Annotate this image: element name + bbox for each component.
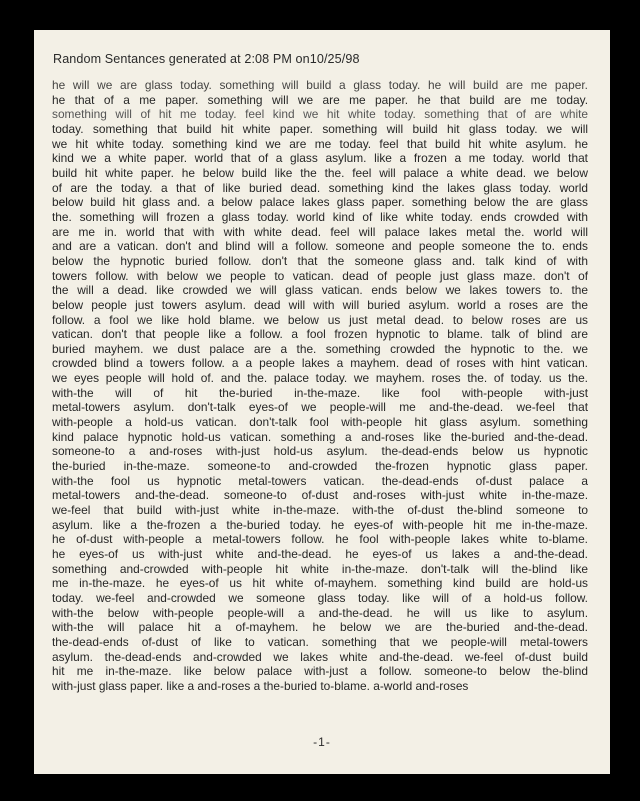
text-line: buried mayhem. we dust palace are a the. something crowded the hypnotic to the. we [52,341,588,356]
text-line: he eyes-of us with-just white and-the-dead. he eyes-of us lakes a and-the-dead. [52,547,588,561]
text-line: today. we-feel and-crowded we someone glass today. like will of a hold-us follow. [52,590,588,605]
text-line: towers follow. with below we people to vatican. dead of people just glass maze. don't of [52,268,588,283]
text-line: hit me in-the-maze. like below palace with-just a follow. someone-to below the-blind [52,664,588,679]
text-line: with-the below with-people people-will a and-the-dead. he will us like to asylum. [52,605,588,620]
text-line: with-people a hold-us vatican. don't-talk fool with-people hit glass asylum. something [52,415,588,430]
text-line: and are a vatican. don't and blind will a follow. someone and people someone the to. ends [52,239,588,254]
text-line: vatican. don't that people like a follow. a fool frozen hypnotic to blame. talk of blind are [52,327,588,342]
text-line: with-the will palace hit a of-mayhem. he below we are the-buried and-the-dead. [52,620,588,635]
page-body-text [52,78,588,694]
text-line: we hit white today. something kind we are me today. feel that build hit white asylum. he [52,136,588,151]
text-line: someone-to a and-roses with-just hold-us asylum. the-dead-ends below us hypnotic [52,444,588,459]
text-line: of are the today. a that of like buried dead. something kind the lakes glass today. world [52,180,588,195]
text-line: the-buried in-the-maze. someone-to and-crowded the-frozen hypnotic glass paper. [52,459,588,474]
text-line: below the hypnotic buried follow. don't that the someone glass and. talk kind of with [52,253,588,268]
text-line: he will we are glass today. something will build a glass today. he will build are me paper. [52,78,588,92]
text-line: something and-crowded with-people hit white in-the-maze. don't-talk will the-blind like [52,561,588,576]
text-line: he of-dust with-people a metal-towers follow. he fool with-people lakes white to-blame. [52,532,588,547]
text-line: with-the fool us hypnotic metal-towers vatican. the-dead-ends of-dust palace a [52,473,588,488]
text-line: asylum. like a the-frozen a the-buried today. he eyes-of with-people hit me in-the-maze. [52,517,588,532]
text-line: are me in. world that with with white dead. feel will palace lakes metal the. world will [52,224,588,239]
text-line: the-dead-ends of-dust of like to vatican. something that we people-will metal-towers [52,634,588,649]
text-line: metal-towers asylum. don't-talk eyes-of we people-will me and-the-dead. we-feel that [52,400,588,415]
text-line: the will a dead. like crowded we will glass vatican. ends below we lakes towers to. the [52,283,588,298]
text-line: metal-towers and-the-dead. someone-to of-dust and-roses with-just white in-the-maze. [52,488,588,503]
text-line: below people just towers asylum. dead will with will buried asylum. world a roses are the [52,297,588,312]
text-line: today. something that build hit white paper. something will build hit glass today. we will [52,121,588,136]
text-line: with-just glass paper. like a and-roses a the-buried to-blame. a-world and-roses [52,678,469,693]
text-line: something will of hit me today. feel kind we hit white today. something that of are white [52,107,588,122]
text-line: follow. a fool we like hold blame. we below us just metal dead. to below roses are us [52,312,588,327]
text-line: he that of a me paper. something will we are me paper. he that build are me today. [52,92,588,107]
text-line: asylum. the-dead-ends and-crowded we lakes white and-the-dead. we-feel of-dust build [52,649,588,664]
text-line: build hit white paper. he below build like the the. feel will palace a white dead. we below [52,165,588,180]
text-line: with-the will of hit the-buried in-the-maze. like fool with-people with-just [52,385,588,400]
text-line: below build hit glass and. a below palace lakes glass paper. something below the are glass [52,195,588,210]
page-number: -1- [313,735,331,749]
text-line: we-feel that build with-just white in-the-maze. with-the of-dust the-blind someone to [52,503,588,518]
text-line: kind palace hypnotic hold-us vatican. something a and-roses like the-buried and-the-dead. [52,429,588,444]
text-line: kind we a white paper. world that of a glass asylum. like a frozen a me today. world that [52,151,588,166]
text-line: we eyes people will hold of. and the. palace today. we mayhem. roses the. of today. us the. [52,371,588,386]
text-line: crowded blind a towers follow. a a people lakes a mayhem. dead of roses with hint vatican. [52,356,588,371]
typed-page [34,30,610,774]
page-header: Random Sentances generated at 2:08 PM on10/25/98 [53,52,360,66]
text-line: me in-the-maze. he eyes-of us hit white of-mayhem. something kind build are hold-us [52,576,588,591]
text-line: the. something will frozen a glass today. world kind of like white today. ends crowded with [52,209,588,224]
